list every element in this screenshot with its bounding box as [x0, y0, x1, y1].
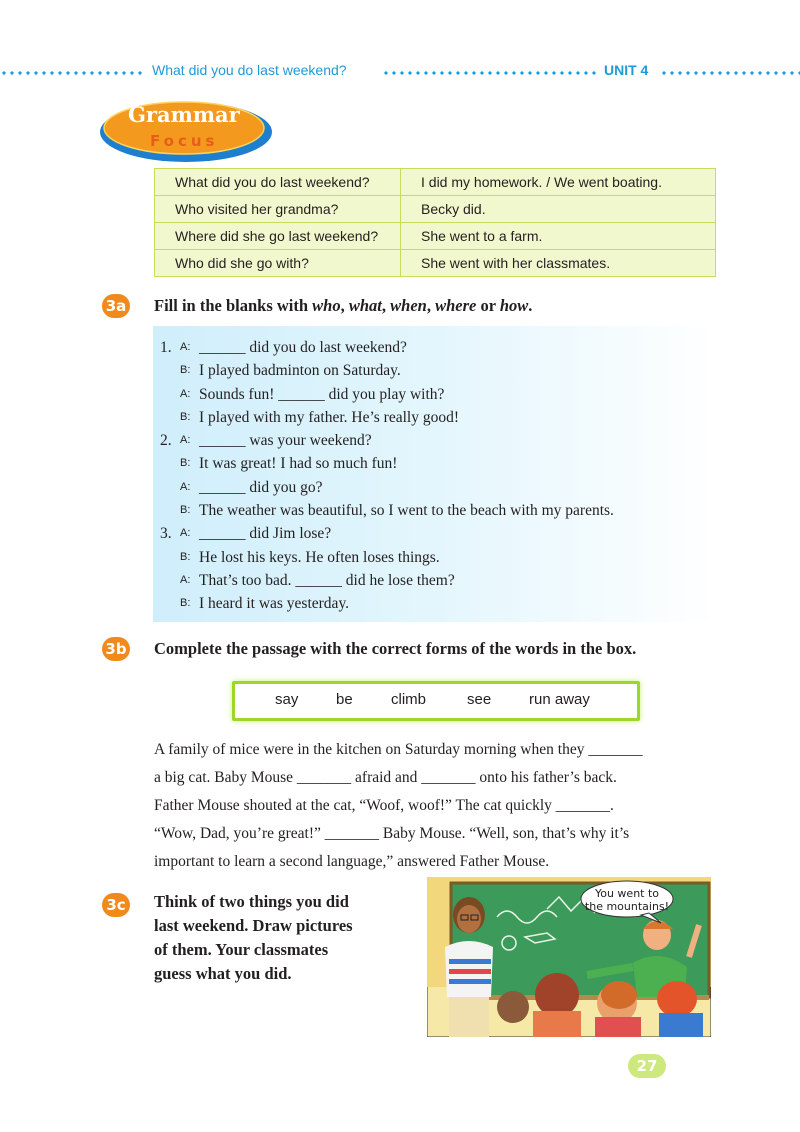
speaker-label: A: [180, 527, 191, 540]
instruction-word: where [435, 296, 477, 315]
exercise-label-3a: 3a [102, 294, 130, 318]
grammar-table [154, 168, 716, 277]
speaker-label: B: [180, 597, 191, 610]
word-box-item: say [275, 691, 299, 708]
word-box-item: run away [529, 691, 590, 708]
word-box-item: be [336, 691, 353, 708]
dialogue-text: The weather was beautiful, so I went to the beach with my parents. [199, 502, 614, 520]
dialogue-text: He lost his keys. He often loses things. [199, 548, 440, 566]
speaker-label: A: [180, 341, 191, 353]
passage-line: important to learn a second language,” answered Father Mouse. [154, 853, 550, 870]
dialogue-text: I heard it was yesterday. [199, 595, 350, 613]
instruction-text: or [476, 296, 500, 315]
instruction-text: , [426, 296, 436, 315]
table-row [155, 196, 716, 223]
speaker-label: A: [180, 434, 191, 447]
badge-title: Grammar [128, 102, 240, 127]
passage-line: Father Mouse shouted at the cat, “Woof, woof!” The cat quickly _______. [154, 797, 614, 814]
instruction-text: , [381, 296, 391, 315]
item-number: 3. [160, 525, 172, 543]
dotted-rule-right [660, 71, 800, 75]
table-row [155, 250, 716, 277]
table-cell: Where did she go last weekend? [155, 223, 401, 250]
page-number: 27 [628, 1054, 666, 1078]
speaker-label: B: [180, 410, 191, 423]
passage-line: a big cat. Baby Mouse _______ afraid and _______ onto his father’s back. [154, 769, 617, 786]
badge-subtitle: Focus [150, 132, 219, 150]
table-row [155, 169, 716, 196]
classroom-illustration [427, 877, 711, 1037]
dialogue-text: I played badminton on Saturday. [199, 362, 401, 380]
instruction-word: what [348, 296, 382, 315]
instruction-word: who [312, 296, 341, 315]
exercise-label-3b: 3b [102, 637, 130, 661]
dotted-rule-middle [382, 71, 600, 75]
table-cell: Becky did. [401, 196, 716, 223]
speaker-label: B: [180, 457, 191, 470]
dialogue-text: ______ did you do last weekend? [199, 339, 407, 356]
exercise-3b-passage [154, 736, 724, 876]
table-cell: She went to a farm. [401, 223, 716, 250]
header-unit: UNIT 4 [604, 62, 649, 78]
dialogue-text: ______ was your weekend? [199, 432, 372, 450]
speaker-label: A: [180, 480, 191, 493]
passage-line: “Wow, Dad, you’re great!” _______ Baby Mouse. “Well, son, that’s why it’s [154, 825, 630, 842]
table-cell: What did you do last weekend? [155, 169, 401, 196]
dialogue-text: Sounds fun! ______ did you play with? [199, 385, 445, 403]
instruction-line: guess what you did. [154, 964, 292, 983]
instruction-line: of them. Your classmates [154, 940, 329, 959]
instruction-line: Think of two things you did [154, 892, 349, 911]
speaker-label: B: [180, 504, 191, 517]
dialogue-text: ______ did Jim lose? [199, 525, 332, 543]
instruction-word: how [499, 296, 529, 315]
word-box-item: climb [391, 691, 427, 708]
exercise-3a-instruction [154, 296, 532, 316]
item-number: 2. [160, 432, 172, 450]
table-cell: I did my homework. / We went boating. [401, 169, 716, 196]
passage-line: A family of mice were in the kitchen on Saturday morning when they _______ [154, 741, 643, 758]
dialogue-text: That’s too bad. ______ did he lose them? [199, 571, 455, 589]
instruction-line: last weekend. Draw pictures [154, 916, 353, 935]
instruction-word: when [390, 296, 427, 315]
table-cell: She went with her classmates. [401, 250, 716, 277]
item-number: 1. [160, 339, 172, 356]
table-cell: Who did she go with? [155, 250, 401, 277]
speech-bubble-line: the mountains! [584, 900, 670, 913]
dotted-rule-left [0, 71, 146, 75]
dialogue-text: ______ did you go? [199, 478, 323, 496]
running-header [0, 62, 800, 84]
instruction-text: . [528, 296, 533, 315]
speaker-label: B: [180, 364, 191, 377]
table-cell: Who visited her grandma? [155, 196, 401, 223]
word-box [232, 681, 640, 721]
speaker-label: A: [180, 573, 191, 586]
dialogue-text: It was great! I had so much fun! [199, 455, 398, 473]
dialogue-text: I played with my father. He’s really good! [199, 408, 459, 426]
classroom-scene-icon [427, 877, 711, 1037]
exercise-label-3c: 3c [102, 893, 130, 917]
instruction-text: Fill in the blanks with [154, 296, 313, 315]
speaker-label: B: [180, 550, 191, 563]
exercise-3c-instruction [154, 890, 353, 986]
speech-bubble-line: You went to [594, 887, 660, 900]
instruction-text: , [340, 296, 349, 315]
exercise-3b-instruction: Complete the passage with the correct forms of the words in the box. [154, 639, 637, 658]
header-title: What did you do last weekend? [152, 62, 347, 78]
grammar-focus-badge [98, 98, 274, 164]
word-box-item: see [467, 691, 492, 708]
table-row [155, 223, 716, 250]
speaker-label: A: [180, 387, 191, 400]
